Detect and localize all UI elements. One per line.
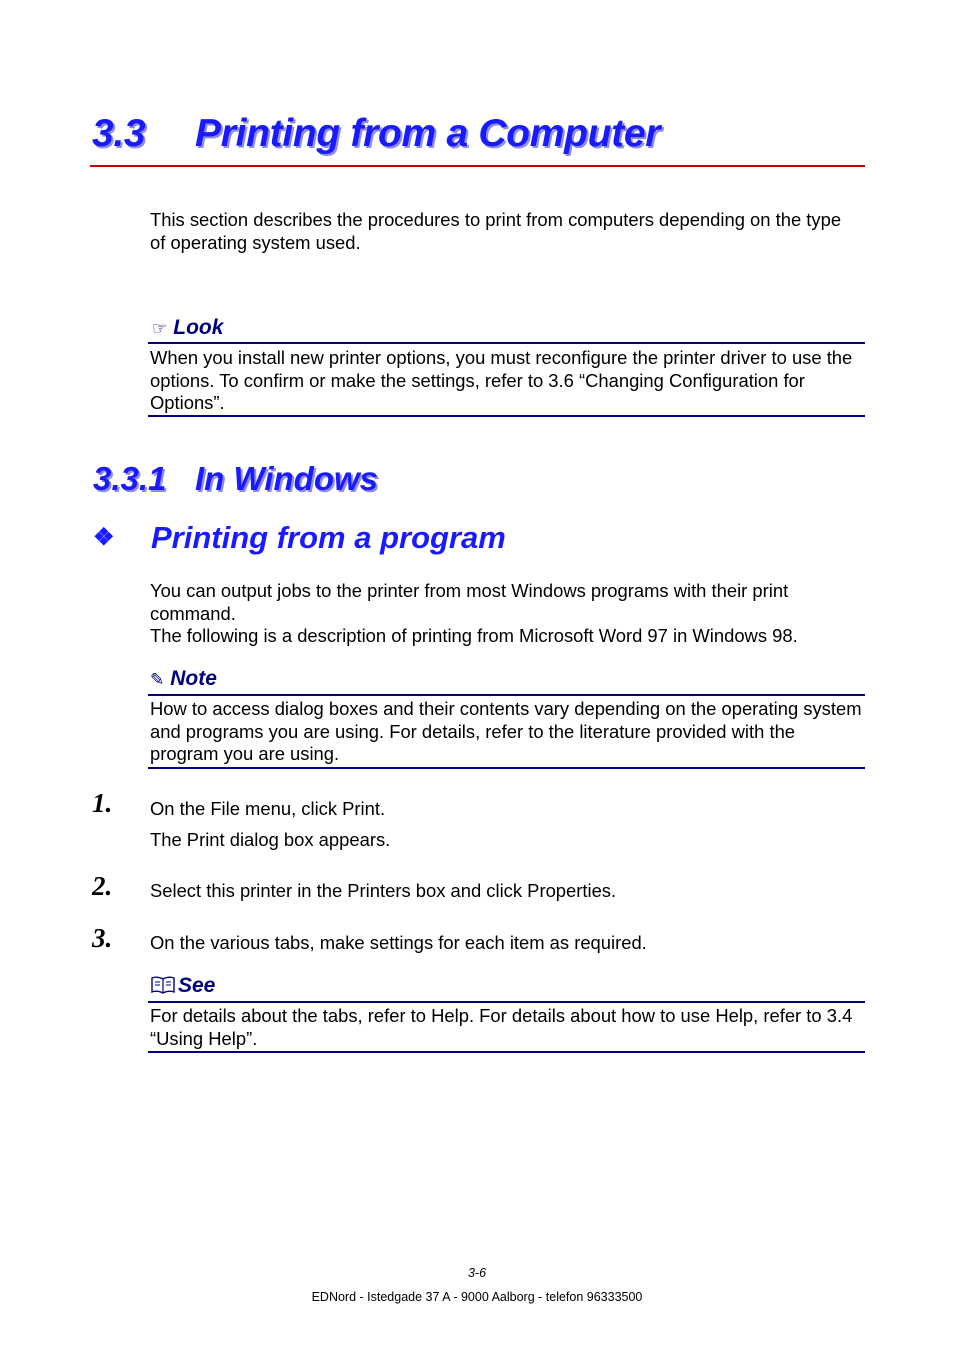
step-text: Select this printer in the Printers box and click Properties. (150, 880, 617, 901)
program-paragraph-1: You can output jobs to the printer from most Windows programs with their print command. (150, 580, 789, 624)
note-text: How to access dialog boxes and their contents vary depending on the operating system and programs you are using. For details, refer to the literature provided with the program you are using. (150, 698, 862, 765)
subsection-number: 3.3.1 (93, 460, 167, 497)
note-label: Note (170, 667, 217, 690)
open-book-icon (150, 975, 176, 997)
subsection-heading (93, 460, 378, 498)
step-number: 2. (92, 871, 113, 901)
look-top-rule (148, 342, 865, 344)
see-top-rule (148, 1001, 865, 1003)
step-number: 3. (92, 923, 113, 953)
program-paragraph-2: The following is a description of printing from Microsoft Word 97 in Windows 98. (150, 625, 798, 646)
look-label: Look (173, 316, 224, 339)
intro-paragraph: This section describes the procedures to print from computers depending on the type of operating system used. (150, 209, 842, 253)
diamond-bullet-icon: ❖ (93, 524, 115, 551)
step-text: On the File menu, click Print. (150, 798, 386, 819)
look-bottom-rule (148, 415, 865, 417)
section-number: 3.3 (92, 112, 146, 155)
step-result: The Print dialog box appears. (150, 829, 391, 850)
topic-heading (93, 520, 506, 556)
pencil-icon: ✎ (150, 670, 165, 689)
look-text: When you install new printer options, you must reconfigure the printer driver to use the options. To confirm or make the settings, refer to 3.6 “Changing Configuration for Options”. (150, 347, 853, 414)
step-number: 1. (92, 788, 113, 818)
step-text: On the various tabs, make settings for each item as required. (150, 932, 647, 953)
footer-address: EDNord - Istedgade 37 A - 9000 Aalborg - telefon 96333500 (311, 1290, 643, 1304)
title-rule (90, 165, 865, 167)
pointing-hand-icon: ☞ (152, 319, 168, 338)
look-callout-header (152, 316, 223, 340)
see-text: For details about the tabs, refer to Help. For details about how to use Help, refer to 3.4 “Using Help”. (150, 1005, 853, 1049)
page-number: 3-6 (467, 1266, 487, 1280)
subsection-title: In Windows (195, 460, 379, 497)
section-title: Printing from a Computer (195, 112, 661, 155)
topic-title: Printing from a program (151, 520, 506, 555)
section-heading (92, 112, 660, 156)
see-bottom-rule (148, 1051, 865, 1053)
see-callout-header (150, 974, 215, 998)
note-top-rule (148, 694, 865, 696)
note-bottom-rule (148, 767, 865, 769)
see-label: See (178, 974, 216, 997)
note-callout-header (150, 667, 217, 691)
